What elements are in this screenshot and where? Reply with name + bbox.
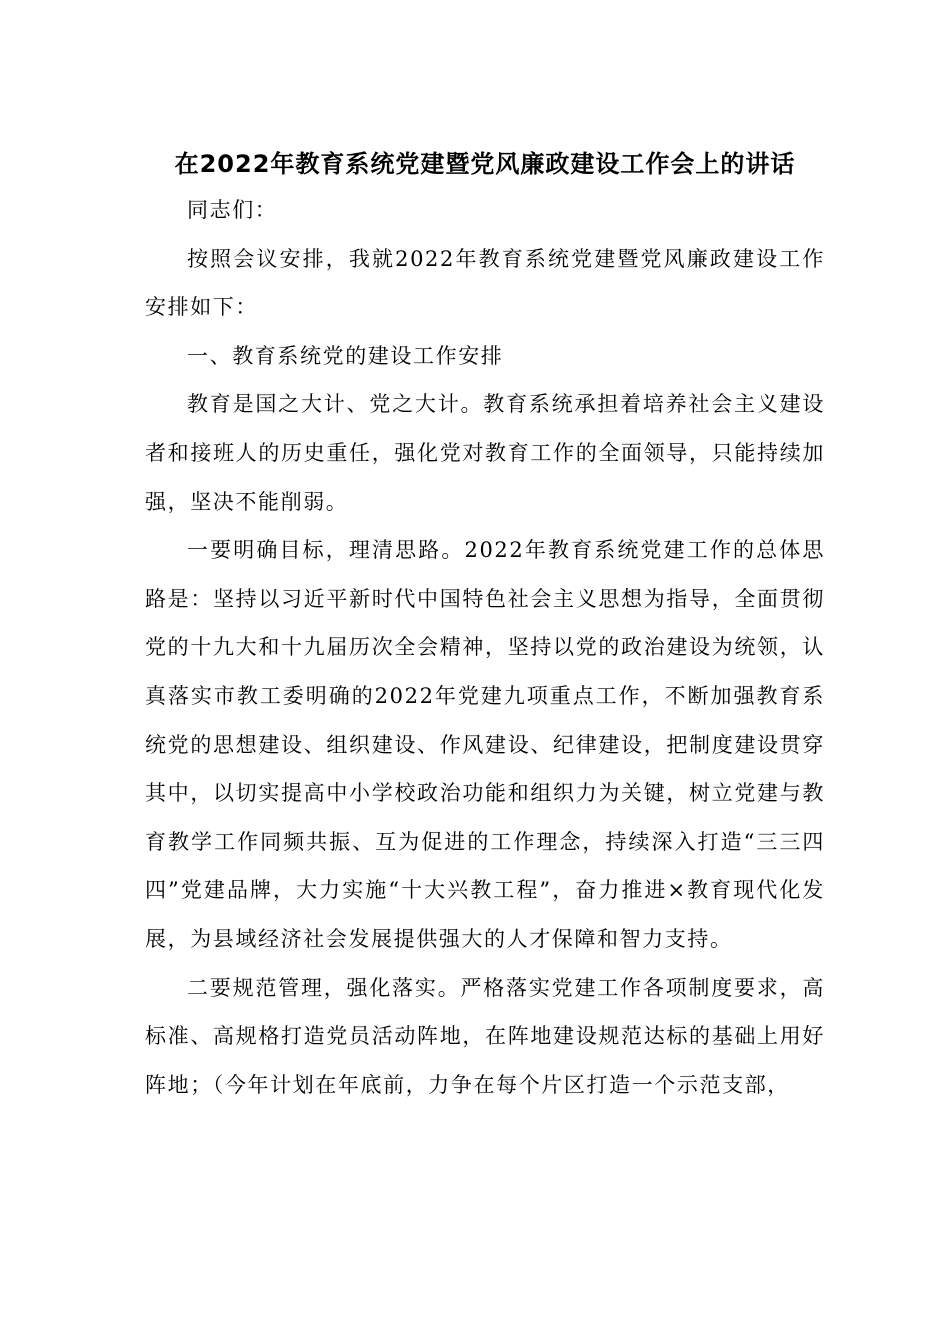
document-body [145,186,825,1109]
body-paragraph: 二要规范管理，强化落实。严格落实党建工作各项制度要求，高标准、高规格打造党员活动阵地，在阵地建设规范达标的基础上用好阵地；（今年计划在年底前，力争在每个片区打造一个示范支部， [145,975,825,1097]
document-title: 在2022年教育系统党建暨党风廉政建设工作会上的讲话 [174,150,796,178]
salutation-paragraph: 同志们： [187,198,278,222]
intro-paragraph: 按照会议安排，我就2022年教育系统党建暨党风廉政建设工作安排如下： [145,246,825,320]
body-paragraph: 教育是国之大计、党之大计。教育系统承担着培养社会主义建设者和接班人的历史重任，强化党对教育工作的全面领导，只能持续加强，坚决不能削弱。 [145,392,825,514]
section-heading: 一、教育系统党的建设工作安排 [187,343,504,368]
body-paragraph: 一要明确目标，理清思路。2022年教育系统党建工作的总体思路是：坚持以习近平新时代中国特色社会主义思想为指导，全面贯彻党的十九大和十九届历次全会精神，坚持以党的政治建设为统领，认真落实市教工委明确的2022年党建九项重点工作，不断加强教育系统党的思想建设、组织建设、作风建设、纪律建设，把制度建设贯穿其中，以切实提高中小学校政治功能和组织力为关键，树立党建与教育教学工作同频共振、互为促进的工作理念，持续深入打造“三三四四”党建品牌，大力实施“十大兴教工程”，奋力推进×教育现代化发展，为县域经济社会发展提供强大的人才保障和智力支持。 [145,538,825,951]
